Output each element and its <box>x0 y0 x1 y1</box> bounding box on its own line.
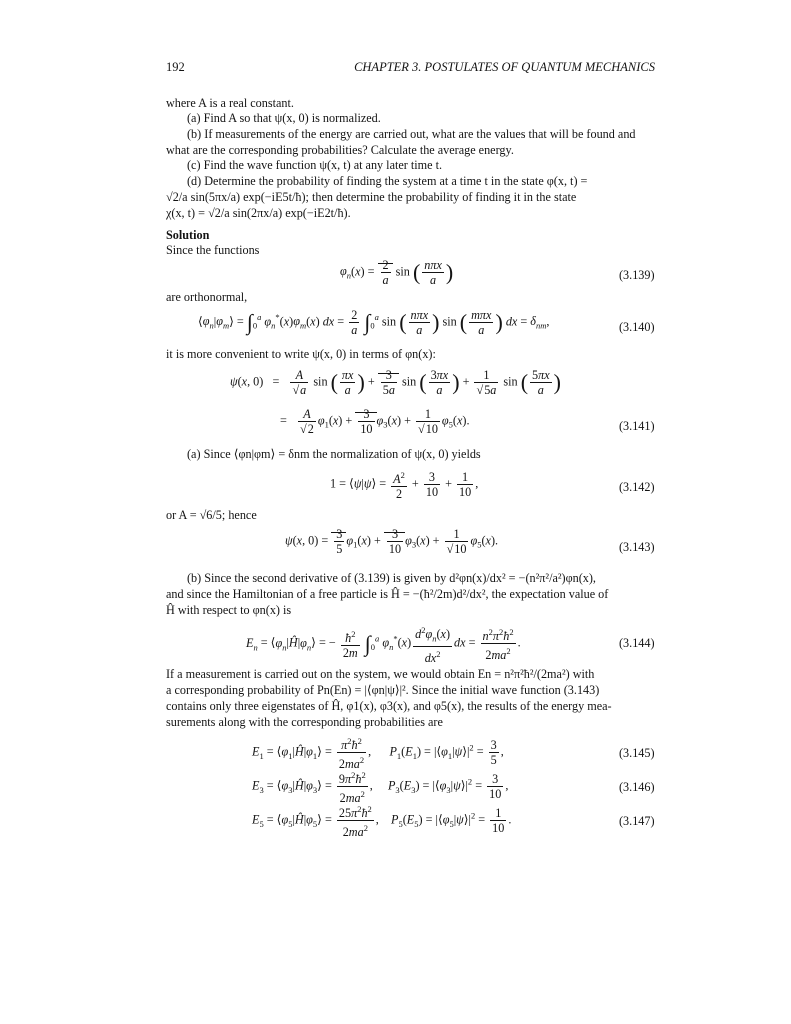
equation-3-143: ψ(x, 0) = $\frac{3}{5}$ $\varphi_1(x)$ + $\frac{3}{10}$ $\varphi_3(x)$ + $\frac{1}{√10}$ $\varphi_5(x)$. <box>285 527 499 556</box>
problem-part-b-line1: (b) If measurements of the energy are carried out, what are the values that will be found and <box>187 127 636 141</box>
solution-text-7-line4: surements along with the corresponding probabilities are <box>166 715 443 729</box>
problem-intro: where A is a real constant. <box>166 96 294 110</box>
solution-text-6-line1: (b) Since the second derivative of (3.139) is given by d²φn(x)/dx² = −(n²π²/a²)φn(x), <box>187 571 596 585</box>
equation-number-3-142: (3.142) <box>619 480 655 494</box>
chapter-title: CHAPTER 3. POSTULATES OF QUANTUM MECHANICS <box>354 60 655 74</box>
equation-number-3-144: (3.144) <box>619 636 655 650</box>
equation-3-141-line2: = $\frac{A}{√2}$ $\varphi_1(x)$ + $\frac{3}{10}$ $\varphi_3(x)$ + $\frac{1}{√10}$ $\varphi_5(x)$. <box>280 407 470 436</box>
problem-part-d-line2: √2/a sin(5πx/a) exp(−iE5t/ħ); then determine the probability of finding it in the state <box>166 190 577 204</box>
equation-3-146: $E_3$ = $⟨\varphi_3|Ĥ|\varphi_3⟩$ = $\frac{9\pi^2ħ^2}{2ma^2}$ , $P_3(E_3)$ = $|⟨\varphi_3|\psi⟩|^2$ = $\frac{3}{10}$ , <box>252 770 509 806</box>
solution-text-5: or A = √6/5; hence <box>166 508 257 522</box>
problem-part-c: (c) Find the wave function ψ(x, t) at any later time t. <box>187 158 443 172</box>
equation-number-3-139: (3.139) <box>619 268 655 282</box>
equation-3-145: $E_1$ = $⟨\varphi_1|Ĥ|\varphi_1⟩$ = $\frac{\pi^2ħ^2}{2ma^2}$ , $P_1(E_1)$ = $|⟨\varphi_1|\psi⟩|^2$ = $\frac{3}{5}$ , <box>252 736 504 772</box>
equation-number-3-147: (3.147) <box>619 814 655 828</box>
problem-part-d-line1: (d) Determine the probability of finding the system at a time t in the state φ(x, t) = <box>187 174 588 188</box>
solution-text-6-line3: Ĥ with respect to φn(x) is <box>166 603 292 617</box>
problem-part-b-line2: what are the corresponding probabilities? Calculate the average energy. <box>166 143 514 157</box>
equation-number-3-141: (3.141) <box>619 419 655 433</box>
problem-part-d-line3: χ(x, t) = √2/a sin(2πx/a) exp(−iE2t/ħ). <box>166 206 351 220</box>
solution-text-7-line3: contains only three eigenstates of Ĥ, φ1(x), φ3(x), and φ5(x), the results of the energy mea- <box>166 699 612 713</box>
equation-number-3-143: (3.143) <box>619 540 655 554</box>
equation-number-3-146: (3.146) <box>619 780 655 794</box>
page-number: 192 <box>166 60 185 74</box>
equation-3-139: $\varphi_n(x)$ = $\frac{2}{a}$ sin ( $\frac{\text{nπx}}{a}$ ) <box>340 258 454 287</box>
equation-3-144: $E_n$ = $⟨\varphi_n|Ĥ|\varphi_n⟩$ = − $\frac{ħ^2}{2m}$ $\int_0^a$ $\varphi_n^*(x)$ $\frac{d^2\varphi_n(x)}{dx^2}$ dx = $\frac{n^2\pi^2ħ^2}{2ma^2}$ . <box>246 625 521 665</box>
equation-number-3-145: (3.145) <box>619 746 655 760</box>
solution-text-6-line2: and since the Hamiltonian of a free particle is Ĥ = −(ħ²/2m)d²/dx², the expectation value of <box>166 587 609 601</box>
solution-text-1: Since the functions <box>166 243 260 257</box>
equation-3-140: $⟨\varphi_n|\varphi_m⟩ = \int_0^a$ $\varphi_n^*(x)\varphi_m(x)$ dx = $\frac{2}{a}$ $\int_0^a$ sin ( $\frac{\text{nπx}}{a}$ ) sin ( $\frac{\text{mπx}}{a}$ ) dx = $\delta_{nm}$, <box>198 308 550 337</box>
solution-heading: Solution <box>166 228 210 242</box>
solution-text-2: are orthonormal, <box>166 290 248 304</box>
equation-number-3-140: (3.140) <box>619 320 655 334</box>
equation-3-141-line1: ψ(x, 0) = $\frac{A}{√a}$ sin ( $\frac{\pi x}{a}$ ) + $\frac{3}{5a}$ sin ( $\frac{3\pi x}{a}$ ) + $\frac{1}{√5a}$ sin ( $\frac{5\pi x}{a}$ ) <box>230 368 561 397</box>
equation-3-142: 1 = ⟨ψ|ψ⟩ = $\frac{A^2}{2}$ + $\frac{3}{10}$ + $\frac{1}{10}$ , <box>330 470 479 502</box>
solution-text-7-line2: a corresponding probability of Pn(En) = |⟨φn|ψ⟩|². Since the initial wave function (3.143) <box>166 683 600 697</box>
solution-text-3: it is more convenient to write ψ(x, 0) in terms of φn(x): <box>166 347 436 361</box>
solution-text-4: (a) Since ⟨φn|φm⟩ = δnm the normalization of ψ(x, 0) yields <box>187 447 481 461</box>
equation-3-147: $E_5$ = $⟨\varphi_5|Ĥ|\varphi_5⟩$ = $\frac{25\pi^2ħ^2}{2ma^2}$ , $P_5(E_5)$ = $|⟨\varphi_5|\psi⟩|^2$ = $\frac{1}{10}$ . <box>252 804 512 840</box>
problem-part-a: (a) Find A so that ψ(x, 0) is normalized. <box>187 111 381 125</box>
solution-text-7-line1: If a measurement is carried out on the system, we would obtain En = n²π²ħ²/(2ma²) with <box>166 667 595 681</box>
